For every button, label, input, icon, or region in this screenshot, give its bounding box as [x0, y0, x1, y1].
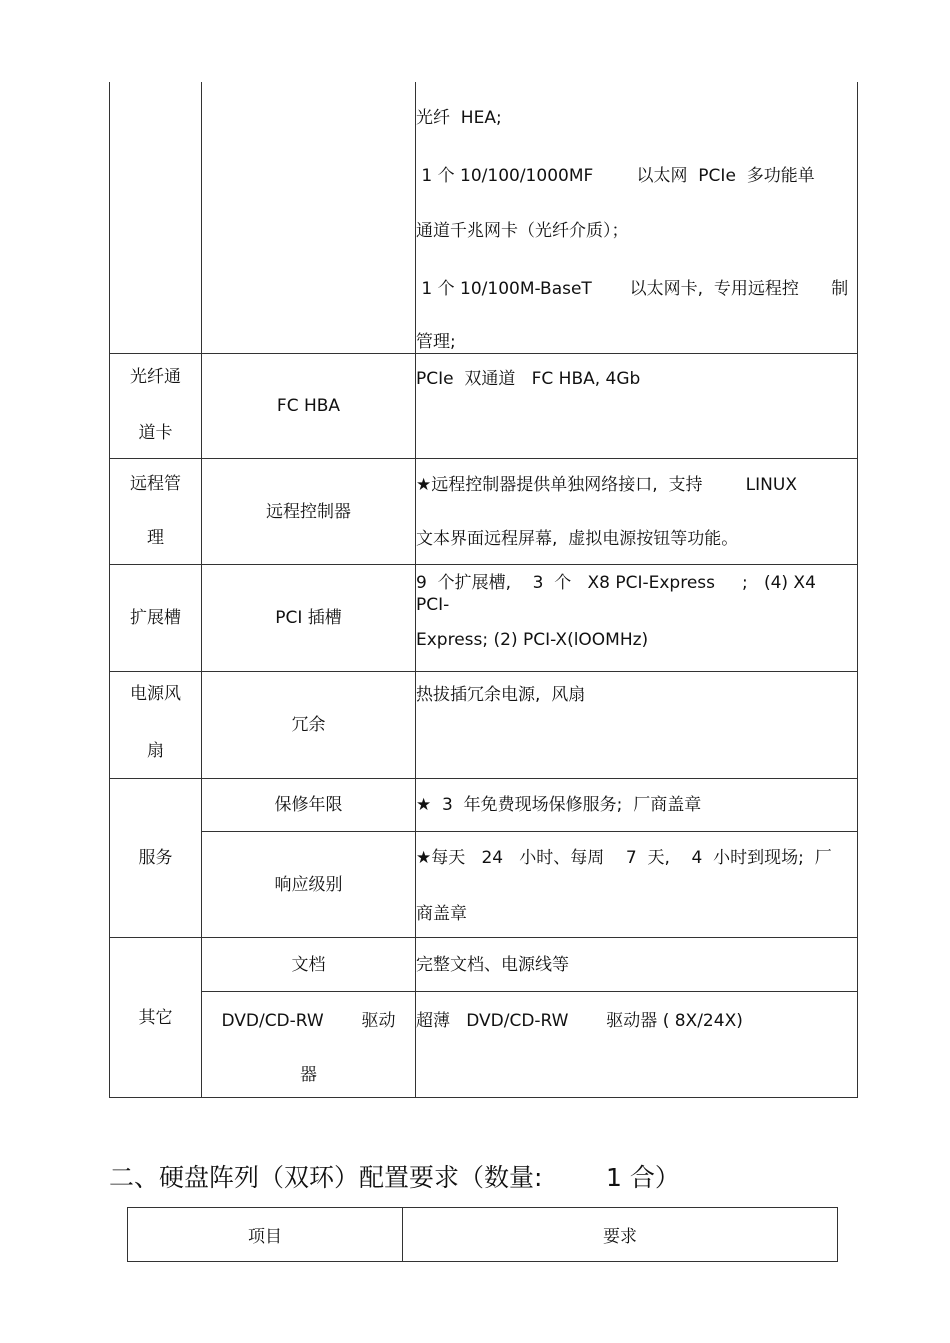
table-row — [110, 672, 858, 779]
table-row — [110, 82, 858, 354]
item-cell: 保修年限 — [202, 779, 416, 832]
spec-line: PCIe 双通道 FC HBA, 4Gb — [416, 369, 641, 389]
table-row — [110, 992, 858, 1098]
spec-line: ★ 3 年免费现场保修服务; 厂商盖章 — [416, 795, 702, 815]
spec-line: 管理; — [416, 332, 456, 352]
spec-cell — [416, 779, 858, 832]
category-cell: 其它 — [110, 938, 202, 1098]
spec-line: 完整文档、电源线等 — [416, 954, 569, 975]
spec-cell — [416, 82, 858, 354]
spec-cell — [416, 459, 858, 565]
spec-cell — [416, 992, 858, 1098]
category-label: 远程管 — [130, 474, 181, 494]
table-row — [110, 565, 858, 672]
spec-line: ★每天 24 小时、每周 7 天, 4 小时到现场; 厂 — [416, 848, 832, 868]
spec-line: ★远程控制器提供单独网络接口, 支持 LINUX — [416, 475, 797, 495]
header-cell-item: 项目 — [128, 1208, 403, 1262]
spec-line: 通道千兆网卡（光纤介质）； — [416, 221, 629, 241]
item-line: DVD/CD-RW 驱动 — [221, 1011, 396, 1031]
item-cell — [202, 992, 416, 1098]
spec-line: 1 个 10/100/1000MF 以太网 PCIe 多功能单 — [416, 166, 815, 186]
table-row — [110, 354, 858, 459]
spec-line: 热拔插冗余电源, 风扇 — [416, 685, 586, 705]
item-cell: PCI 插槽 — [202, 565, 416, 672]
item-cell — [202, 82, 416, 354]
item-cell: 响应级别 — [202, 832, 416, 938]
spec-cell — [416, 938, 858, 992]
category-label: 光纤通 — [130, 367, 181, 387]
spec-line: 文本界面远程屏幕, 虚拟电源按钮等功能。 — [416, 529, 739, 549]
item-cell: 远程控制器 — [202, 459, 416, 565]
table-row — [110, 832, 858, 938]
category-cell: 服务 — [110, 779, 202, 938]
category-cell — [110, 672, 202, 779]
spec-cell — [416, 672, 858, 779]
category-cell — [110, 354, 202, 459]
spec-cell — [416, 832, 858, 938]
category-cell — [110, 459, 202, 565]
table-row — [110, 938, 858, 992]
spec-line: 1 个 10/100M-BaseT 以太网卡, 专用远程控 制 — [416, 279, 849, 299]
server-spec-table — [109, 82, 858, 1098]
category-cell: 扩展槽 — [110, 565, 202, 672]
table-row — [110, 459, 858, 565]
spec-cell — [416, 354, 858, 459]
spec-line: PCI- — [416, 595, 450, 615]
item-cell: FC HBA — [202, 354, 416, 459]
spec-line: 商盖章 — [416, 904, 467, 924]
table-header-row — [128, 1208, 838, 1262]
header-cell-requirement: 要求 — [403, 1208, 838, 1262]
item-line: 器 — [300, 1065, 317, 1085]
section-title: 二、硬盘阵列（双环）配置要求（数量: 1 合） — [109, 1163, 680, 1192]
table-row — [110, 779, 858, 832]
spec-line: Express; (2) PCI-X(lOOMHz) — [416, 630, 649, 650]
item-cell: 冗余 — [202, 672, 416, 779]
category-label: 理 — [147, 528, 164, 548]
spec-line: 超薄 DVD/CD-RW 驱动器 ( 8X/24X) — [416, 1011, 743, 1031]
category-label: 道卡 — [138, 423, 173, 443]
spec-line: 光纤 HEA; — [416, 108, 502, 128]
category-label: 电源风 — [130, 684, 181, 704]
category-label: 扇 — [147, 741, 164, 761]
spec-cell — [416, 565, 858, 672]
requirements-table — [127, 1207, 838, 1262]
spec-line: 9 个扩展槽, 3 个 X8 PCI-Express ; (4) X4 — [416, 573, 816, 593]
item-cell: 文档 — [202, 938, 416, 992]
category-cell — [110, 82, 202, 354]
